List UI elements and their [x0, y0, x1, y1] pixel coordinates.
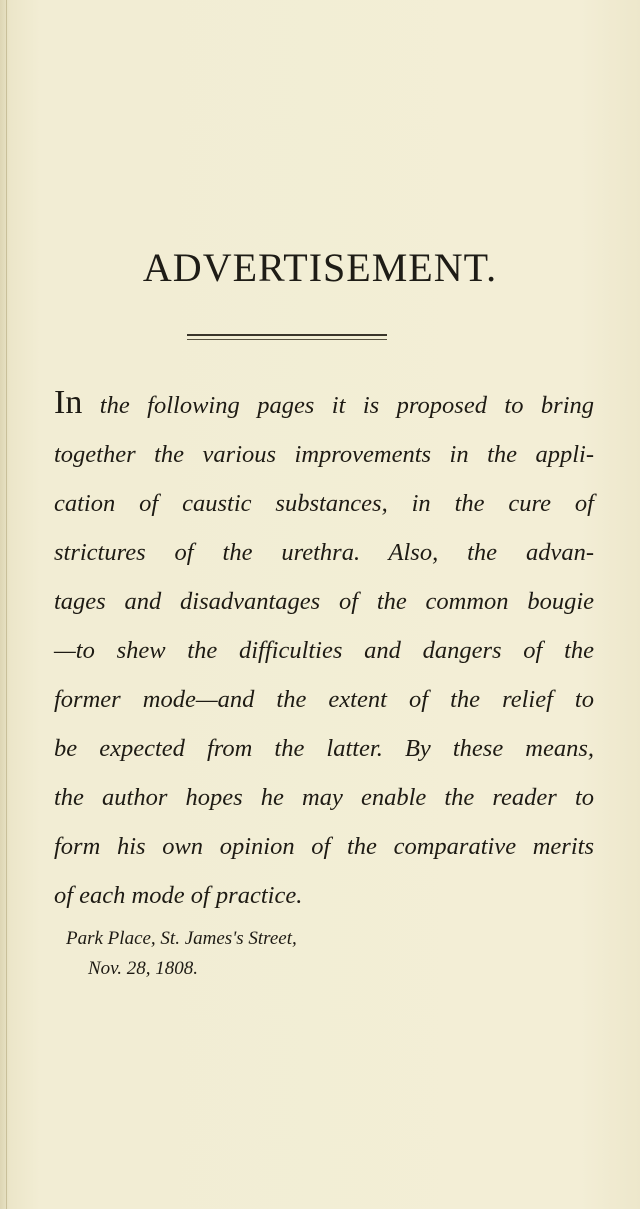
page-edge — [6, 0, 7, 1209]
paragraph-line: tages and disadvantages of the common bougie — [54, 588, 594, 615]
signoff-date: Nov. 28, 1808. — [88, 958, 198, 979]
signoff — [66, 924, 297, 984]
paragraph-line: of each mode of practice. — [54, 882, 303, 909]
initial-word: In — [54, 384, 83, 421]
paragraph-line: former mode—and the extent of the relief to — [54, 686, 594, 713]
paragraph-line: In the following pages it is proposed to bring — [54, 384, 594, 421]
paragraph-line: cation of caustic substances, in the cure of — [54, 490, 594, 517]
advertisement-paragraph — [54, 378, 594, 920]
title-rule — [187, 334, 387, 336]
page-title: ADVERTISEMENT. — [142, 245, 498, 290]
paragraph-line: together the various improvements in the appli- — [54, 441, 594, 468]
paragraph-line: strictures of the urethra. Also, the advan- — [54, 539, 594, 566]
paragraph-line: be expected from the latter. By these means, — [54, 735, 594, 762]
signoff-place: Park Place, St. James's Street, — [66, 928, 297, 949]
paragraph-line: the author hopes he may enable the reader to — [54, 784, 594, 811]
title-rule-lower — [187, 339, 387, 340]
paragraph-line: —to shew the difficulties and dangers of the — [54, 637, 594, 664]
paragraph-line: form his own opinion of the comparative merits — [54, 833, 594, 860]
